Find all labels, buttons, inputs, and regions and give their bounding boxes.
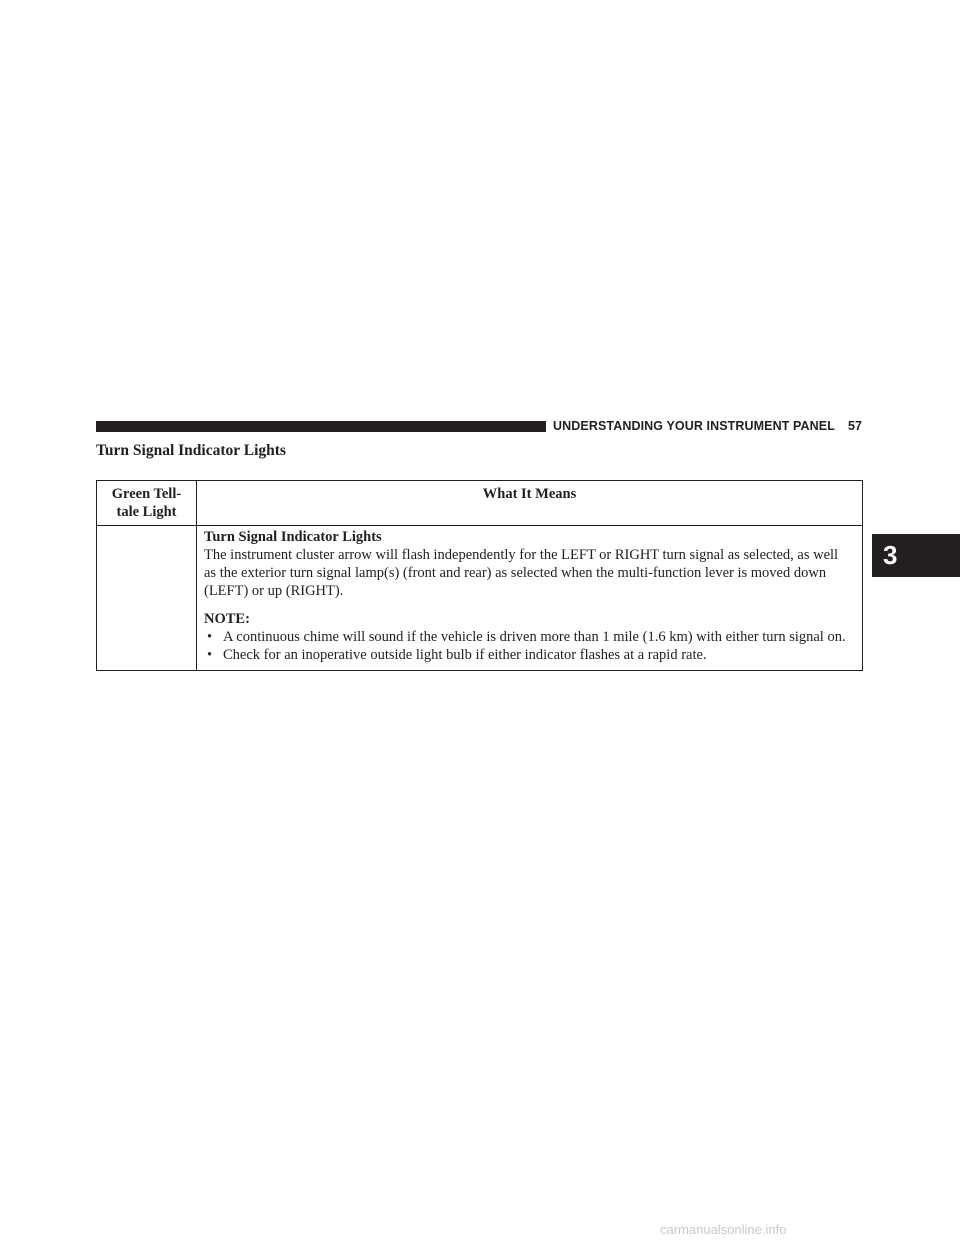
list-item: • Check for an inoperative outside light bulb if either indicator flashes at a rapid rate. <box>207 647 707 663</box>
list-item: • A continuous chime will sound if the vehicle is driven more than 1 mile (1.6 km) with either turn signal on. <box>207 629 846 645</box>
meaning-cell <box>197 526 863 671</box>
section-title: Turn Signal Indicator Lights <box>96 442 286 459</box>
table-header-row <box>97 481 863 526</box>
telltale-icon-cell <box>97 526 197 671</box>
col-header-light: Green Tell-tale Light <box>97 481 197 526</box>
watermark: carmanualsonline.info <box>660 1222 787 1237</box>
row-title: Turn Signal Indicator Lights <box>204 529 382 545</box>
telltale-table <box>96 480 863 671</box>
table-row <box>97 526 863 671</box>
bullet-icon: • <box>207 629 213 645</box>
chapter-tab: 3 <box>872 534 960 577</box>
note-label: NOTE: <box>204 611 250 627</box>
header-rule <box>96 421 546 432</box>
page-number: 57 <box>848 419 862 433</box>
running-header: UNDERSTANDING YOUR INSTRUMENT PANEL <box>553 419 835 433</box>
row-description: The instrument cluster arrow will flash independently for the LEFT or RIGHT turn signal as selected, as well as the exterior turn signal lamp(s) (front and rear) as selected when the multi-function lever is moved down (LEFT) or up (RIGHT). <box>204 547 839 599</box>
col-header-meaning: What It Means <box>197 481 863 526</box>
bullet-icon: • <box>207 647 213 663</box>
note-list <box>204 628 848 664</box>
